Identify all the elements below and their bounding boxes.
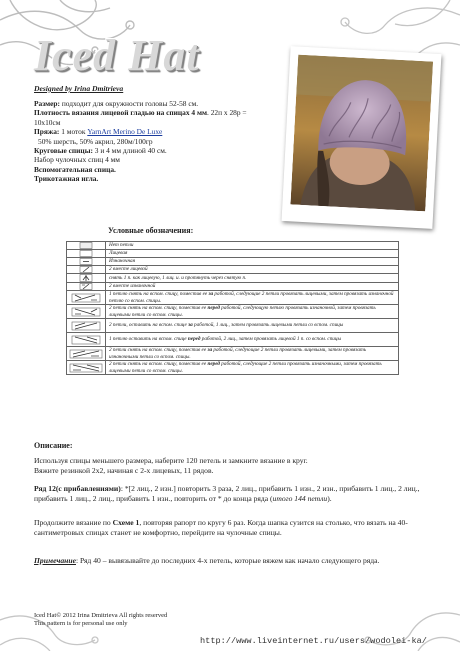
legend-emphasis: перед <box>187 336 201 343</box>
legend-description: 2 петли снять на вспом. спицу, поместив ее перед работой, следующую петлю провязать изнаночной, затем провязать лицевыми петли со вспом. спицы. <box>106 305 399 319</box>
legend-row <box>67 274 399 283</box>
legend-description: 1 петлю оставить на вспом. спице перед работой, 2 лиц., затем провязать лицевой 1 п. со вспом. спицы <box>106 333 399 347</box>
legend-table <box>66 241 399 375</box>
legend-row <box>67 291 399 305</box>
legend-row <box>67 333 399 347</box>
legend-title: Условные обозначения: <box>108 226 194 235</box>
row12-text: : *[2 лиц., 2 изн.] повторить 3 раза, 2 лиц., прибавить 1 изн., 2 изн., прибавить 1 лиц., 2 лиц., прибавить 1 лиц., 2 лиц., прибавить 1 изн., повторить от * до конца ряда ( <box>34 484 420 503</box>
legend-row <box>67 266 399 274</box>
note-paragraph <box>34 556 426 566</box>
legend-row <box>67 347 399 361</box>
row12-label: Ряд 12(с прибавлениями) <box>34 484 121 493</box>
legend-description: 2 петли снять на вспом. спицу, поместив ее перед работой, следующие 2 петли провязать изнаночными, затем провязать лицевыми петли со вспом. спицы. <box>106 361 399 375</box>
circular-label: Круговые спицы: <box>34 146 93 156</box>
intro-line-2: Вяжите резинкой 2x2, начиная с 2-х лицевых, 11 рядов. <box>34 465 214 475</box>
gauge-text: . 22п x 28р = 10x10см <box>34 108 247 127</box>
cable-2-2-left-purl-symbol-icon <box>67 361 106 375</box>
scheme-text-b: , повторяя рапорт по кругу 6 раз. Когда шапка сузится на столько, что вязать на 40-сантиметровых спицах станет не комфортно, перейдите на чулочные спицы. <box>34 518 408 537</box>
purl-symbol-icon <box>67 258 106 266</box>
legend-emphasis: за <box>207 347 213 354</box>
sk2p-symbol-icon <box>67 274 106 283</box>
note-text: : Ряд 40 – вывязывайте до последних 4-х петель, которые вяжем как начало следующего ряда. <box>76 556 380 565</box>
pattern-title: Iced Hat <box>34 31 200 80</box>
p2tog-symbol-icon <box>67 283 106 291</box>
tapestry-needle-line: Трикотажная игла. <box>34 174 99 184</box>
copyright-footer <box>34 612 167 628</box>
cable-2-1-right-symbol-icon <box>67 319 106 333</box>
size-label: Размер: <box>34 99 60 108</box>
legend-row <box>67 319 399 333</box>
gauge-line <box>34 108 270 127</box>
legend-description: Нет петли <box>106 242 399 250</box>
source-watermark: http://www.liveinternet.ru/users/wodolei-ka/ <box>200 636 427 646</box>
yarn-composition: 50% шерсть, 50% акрил, 280м/100гр <box>38 136 153 146</box>
description-heading: Описание: <box>34 441 73 450</box>
cable-1-2-left-symbol-icon <box>67 333 106 347</box>
legend-emphasis: за <box>188 322 193 329</box>
scheme-text-a: Продолжите вязание по <box>34 518 113 527</box>
legend-row <box>67 283 399 291</box>
intro-line-1: Используя спицы меньшего размера, наберите 120 петель и замкните вязание в круг. <box>34 456 308 465</box>
legend-description: Изнаночная <box>106 258 399 266</box>
legend-description: 2 петли снять на вспом. спицу, поместив ее за работой, следующие 2 петли провязать лицевыми, затем провязать изнаночными петли со вспом. спицы. <box>106 347 399 361</box>
gauge-label: Плотность вязания лицевой гладью на спицах 4 мм <box>34 108 208 118</box>
personal-use-line: This pattern is for personal use only <box>34 620 128 628</box>
size-text: подходит для окружности головы 52-58 см. <box>59 99 199 108</box>
row12-count: итого 144 петли <box>272 493 328 503</box>
dpn-line: Набор чулочных спиц 4 мм <box>34 155 120 165</box>
intro-paragraph <box>34 456 426 475</box>
pattern-specs <box>34 99 270 184</box>
copyright-line: Iced Hat© 2012 Irina Dmitrieva All rights reserved <box>34 612 168 619</box>
empty-symbol-icon <box>67 242 106 250</box>
yarn-label: Пряжа: <box>34 127 60 137</box>
scheme-paragraph <box>34 518 426 537</box>
legend-description: Лицевая <box>106 250 399 258</box>
legend-description: 2 вместе изнаночной <box>106 283 399 291</box>
hat-photo <box>290 55 433 212</box>
cable-needle-line: Вспомогательная спица. <box>34 164 116 174</box>
legend-row <box>67 258 399 266</box>
row12-paragraph <box>34 484 426 503</box>
designer-credit: Designed by Irina Dmitrieva <box>34 84 124 93</box>
scheme-label: Схеме 1 <box>112 518 140 527</box>
cable-2-2-right-purl-symbol-icon <box>67 347 106 361</box>
hat-photo-frame <box>282 46 442 229</box>
row12-end: ). <box>327 493 332 503</box>
legend-row <box>67 242 399 250</box>
legend-emphasis: за <box>208 291 214 298</box>
cable-left-purl-symbol-icon <box>67 305 106 319</box>
swirl-ornament-bottom-left <box>0 560 120 651</box>
legend-description: 1 петлю снять на вспом. спицу, поместив ее за работой, следующие 2 петли провязать лицевыми, затем провязать изнаночной петлю со вспом. спицы. <box>106 291 399 305</box>
legend-row <box>67 361 399 375</box>
yarn-line <box>34 127 270 136</box>
legend-description: 2 вместе лицевой <box>106 266 399 274</box>
note-label: Примечание <box>34 556 76 565</box>
circular-text: 3 и 4 мм длиной 40 см. <box>92 146 167 156</box>
legend-description: снять 1 п. как лицевую, 1 лиц. и. и протянуть через снятую п. <box>106 274 399 283</box>
yarn-text: 1 моток <box>59 127 88 137</box>
yarn-link[interactable]: YarnArt Merino De Luxe <box>87 127 163 137</box>
legend-description: 2 петли, оставить на вспом. спице за работой, 1 лиц., затем провязать лицевыми петли со вспом. спицы <box>106 319 399 333</box>
size-line <box>34 99 270 108</box>
cable-right-purl-symbol-icon <box>67 291 106 305</box>
k2tog-symbol-icon <box>67 266 106 274</box>
legend-emphasis: перед <box>207 361 220 368</box>
legend-emphasis: перед <box>207 305 220 312</box>
circular-needles-line <box>34 146 270 155</box>
legend-row <box>67 250 399 258</box>
knit-symbol-icon <box>67 250 106 258</box>
legend-row <box>67 305 399 319</box>
